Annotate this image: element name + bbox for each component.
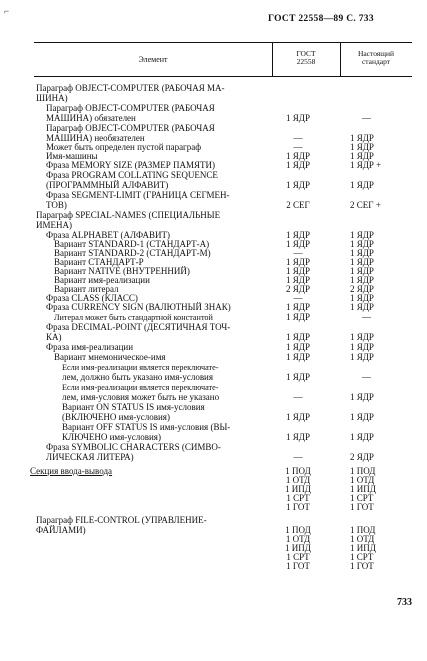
- col-header-std-line1: Настоящий: [357, 49, 395, 58]
- file-control-line2: ФАЙЛАМИ): [36, 525, 86, 535]
- table-cell-standard: 1 ЯДР: [350, 133, 374, 143]
- col-header-std-line2: стандарт: [361, 57, 391, 66]
- table-cell-gost: 1 ЯДР: [286, 312, 310, 322]
- table-cell-standard: 1 ЯДР: [350, 248, 374, 258]
- table-row-element: Фраза DECIMAL-POINT (ДЕСЯТИЧНАЯ ТОЧ-: [46, 322, 231, 332]
- table-row-element: Вариант ON STATUS IS имя-условия: [62, 402, 205, 412]
- table-cell-gost: —: [293, 293, 303, 303]
- table-cell-gost: 1 СРТ: [286, 493, 310, 503]
- table-row-element: Параграф SPECIAL-NAMES (СПЕЦИАЛЬНЫЕ: [36, 210, 221, 220]
- table-row-element: Фраза CURRENCY SIGN (ВАЛЮТНЫЙ ЗНАК): [46, 302, 231, 312]
- table-cell-standard: 1 ЯДР: [350, 352, 374, 362]
- table-row-element: ТОВ): [46, 200, 67, 210]
- table-cell-gost: —: [293, 392, 303, 402]
- table-row-element: Параграф OBJECT-COMPUTER (РАБОЧАЯ: [46, 123, 215, 133]
- table-cell-standard: 1 ИПД: [350, 484, 376, 494]
- table-row-element: Вариант имя-реализации: [54, 275, 150, 285]
- table-cell-standard: 1 ЯДР: [350, 432, 374, 442]
- table-cell-gost: —: [293, 248, 303, 258]
- table-cell-gost: 1 ЯДР: [286, 151, 310, 161]
- table-cell-standard: 1 ЯДР: [350, 239, 374, 249]
- table-cell-gost: —: [293, 133, 303, 143]
- table-row-element: Фраза MEMORY SIZE (РАЗМЕР ПАМЯТИ): [46, 160, 215, 170]
- table-row-element: Вариант STANDARD-1 (СТАНДАРТ-А): [54, 239, 210, 249]
- table-cell-standard: 1 СРТ: [350, 493, 374, 503]
- table-cell-standard: 1 ОТД: [350, 475, 375, 485]
- table-cell-gost: 1 ЯДР: [286, 266, 310, 276]
- table-row-element: (ВКЛЮЧЕНО имя-условия): [62, 412, 170, 422]
- table-cell-gost: 1 ЯДР: [286, 412, 310, 422]
- table-cell-standard: 1 ЯДР: [350, 332, 374, 342]
- table-row-element: Если имя-реализации является переключате-: [62, 383, 219, 392]
- table-cell-gost: 1 ЯДР: [286, 302, 310, 312]
- table-cell-gost: 1 ЯДР: [286, 372, 310, 382]
- table-row-element: Литерал может быть стандартной константой: [54, 313, 213, 322]
- table-cell-gost: 1 ЯДР: [286, 113, 310, 123]
- table-cell-gost: 1 ПОД: [285, 466, 311, 476]
- table-row-element: МАШИНА) обязателен: [46, 113, 136, 123]
- table-cell-standard: 1 СРТ: [350, 552, 374, 562]
- col-header-element: Элемент: [138, 55, 168, 64]
- col-header-gost: [272, 50, 340, 66]
- io-section-title: Секция ввода-вывода: [30, 466, 113, 476]
- table-row-element: Вариант литерал: [54, 284, 119, 294]
- table-cell-standard: 1 ПОД: [350, 466, 376, 476]
- table-cell-standard: 2 ЯДР: [350, 452, 374, 462]
- table-cell-gost: 2 СЕГ: [286, 200, 310, 210]
- table-cell-standard: 1 ПОД: [350, 525, 376, 535]
- table-row-element: КА): [46, 332, 62, 342]
- table-cell-gost: 1 ПОД: [285, 525, 311, 535]
- table-cell-gost: 1 ЯДР: [286, 257, 310, 267]
- table-cell-standard: 1 ЯДР: [350, 392, 374, 402]
- table-row-element: Параграф OBJECT-COMPUTER (РАБОЧАЯ: [46, 103, 215, 113]
- col-header-gost-line2: 22558: [296, 57, 316, 66]
- table-top-rule: [34, 42, 412, 43]
- table-cell-standard: —: [362, 312, 371, 322]
- page-corner-mark: ⌐: [4, 6, 10, 16]
- table-cell-gost: 1 ЯДР: [286, 230, 310, 240]
- table-cell-standard: 1 ЯДР: [350, 257, 374, 267]
- page-header: ГОСТ 22558—89 С. 733: [268, 14, 374, 24]
- table-cell-standard: 2 ЯДР: [350, 284, 374, 294]
- table-row-element: лем, имя-условия может быть не указано: [62, 392, 220, 402]
- table-cell-standard: 1 ЯДР: [350, 230, 374, 240]
- col-header-gost-line1: ГОСТ: [296, 49, 316, 58]
- table-cell-standard: 1 ЯДР: [350, 293, 374, 303]
- table-row-element: Фраза CLASS (КЛАСС): [46, 293, 138, 303]
- table-cell-standard: 1 ЯДР: [350, 266, 374, 276]
- table-cell-standard: 1 ЯДР +: [350, 160, 382, 170]
- table-cell-gost: 1 ОТД: [285, 534, 311, 544]
- table-row-element: Фраза PROGRAM COLLATING SEQUENCE: [46, 170, 218, 180]
- table-row-element: Вариант STANDARD-2 (СТАНДАРТ-М): [54, 248, 211, 258]
- table-cell-standard: 1 ЯДР: [350, 342, 374, 352]
- table-cell-standard: 1 ЯДР: [350, 142, 374, 152]
- table-cell-gost: 1 ЯДР: [286, 332, 310, 342]
- table-row-element: Вариант NATIVE (ВНУТРЕННИЙ): [54, 266, 190, 276]
- table-row-element: Фраза имя-реализации: [46, 342, 134, 352]
- page-number: 733: [397, 597, 412, 608]
- table-row-element: Параграф OBJECT-COMPUTER (РАБОЧАЯ МА-: [36, 83, 225, 93]
- table-cell-gost: —: [293, 452, 303, 462]
- table-cell-gost: 1 СРТ: [286, 552, 310, 562]
- table-cell-standard: 2 СЕГ +: [350, 200, 381, 210]
- table-row-element: Фраза SYMBOLIC CHARACTERS (СИМВО-: [46, 442, 221, 452]
- table-cell-gost: 1 ГОТ: [286, 502, 310, 512]
- col-header-standard: [340, 50, 412, 66]
- table-cell-gost: 1 ЯДР: [286, 239, 310, 249]
- table-cell-standard: —: [362, 113, 371, 123]
- table-cell-gost: 1 ЯДР: [286, 432, 310, 442]
- table-cell-gost: 1 ЯДР: [286, 342, 310, 352]
- table-row-element: Фраза ALPHABET (АЛФАВИТ): [46, 230, 171, 240]
- table-cell-standard: 1 ИПД: [350, 543, 376, 553]
- table-cell-standard: 1 ГОТ: [350, 502, 374, 512]
- table-cell-gost: —: [293, 142, 303, 152]
- table-row-element: лем, должно быть указано имя-условия: [62, 372, 214, 382]
- table-cell-standard: 1 ЯДР: [350, 180, 374, 190]
- table-cell-gost: 1 ЯДР: [286, 352, 310, 362]
- table-row-element: МАШИНА) необязателен: [46, 133, 145, 143]
- table-row-element: ИМЕНА): [36, 220, 72, 230]
- table-cell-standard: 1 ЯДР: [350, 275, 374, 285]
- table-cell-standard: 1 ОТД: [350, 534, 375, 544]
- table-cell-gost: 2 ЯДР: [286, 284, 310, 294]
- table-cell-gost: 1 ОТД: [285, 475, 311, 485]
- table-row-element: (ПРОГРАММНЫЙ АЛФАВИТ): [46, 180, 169, 190]
- table-header-rule: [34, 76, 412, 77]
- table-cell-gost: 1 ЯДР: [286, 180, 310, 190]
- table-row-element: ЛИЧЕСКАЯ ЛИТЕРА): [46, 452, 134, 462]
- table-cell-standard: 1 ЯДР: [350, 412, 374, 422]
- file-control-line1: Параграф FILE-CONTROL (УПРАВЛЕНИЕ-: [36, 515, 207, 525]
- table-cell-gost: 1 ГОТ: [286, 561, 310, 571]
- table-row-element: Может быть определен пустой параграф: [46, 142, 202, 152]
- table-row-element: ШИНА): [36, 93, 68, 103]
- table-cell-standard: 1 ЯДР: [350, 302, 374, 312]
- table-row-element: Фраза SEGMENT-LIMIT (ГРАНИЦА СЕГМЕН-: [46, 190, 230, 200]
- table-row-element: КЛЮЧЕНО имя-условия): [62, 432, 161, 442]
- table-row-element: Имя-машины: [46, 151, 98, 161]
- table-cell-gost: 1 ЯДР: [286, 160, 310, 170]
- table-row-element: Вариант OFF STATUS IS имя-условия (ВЫ-: [62, 422, 231, 432]
- table-cell-standard: 1 ЯДР: [350, 151, 374, 161]
- table-row-element: Вариант мнемоническое-имя: [54, 352, 166, 362]
- table-cell-standard: 1 ГОТ: [350, 561, 374, 571]
- table-row-element: Если имя-реализации является переключате-: [62, 363, 219, 372]
- table-cell-standard: —: [362, 372, 371, 382]
- table-row-element: Вариант СТАНДАРТ-Р: [54, 257, 144, 267]
- table-cell-gost: 1 ЯДР: [286, 275, 310, 285]
- table-cell-gost: 1 ИПД: [285, 484, 311, 494]
- table-cell-gost: 1 ИПД: [285, 543, 311, 553]
